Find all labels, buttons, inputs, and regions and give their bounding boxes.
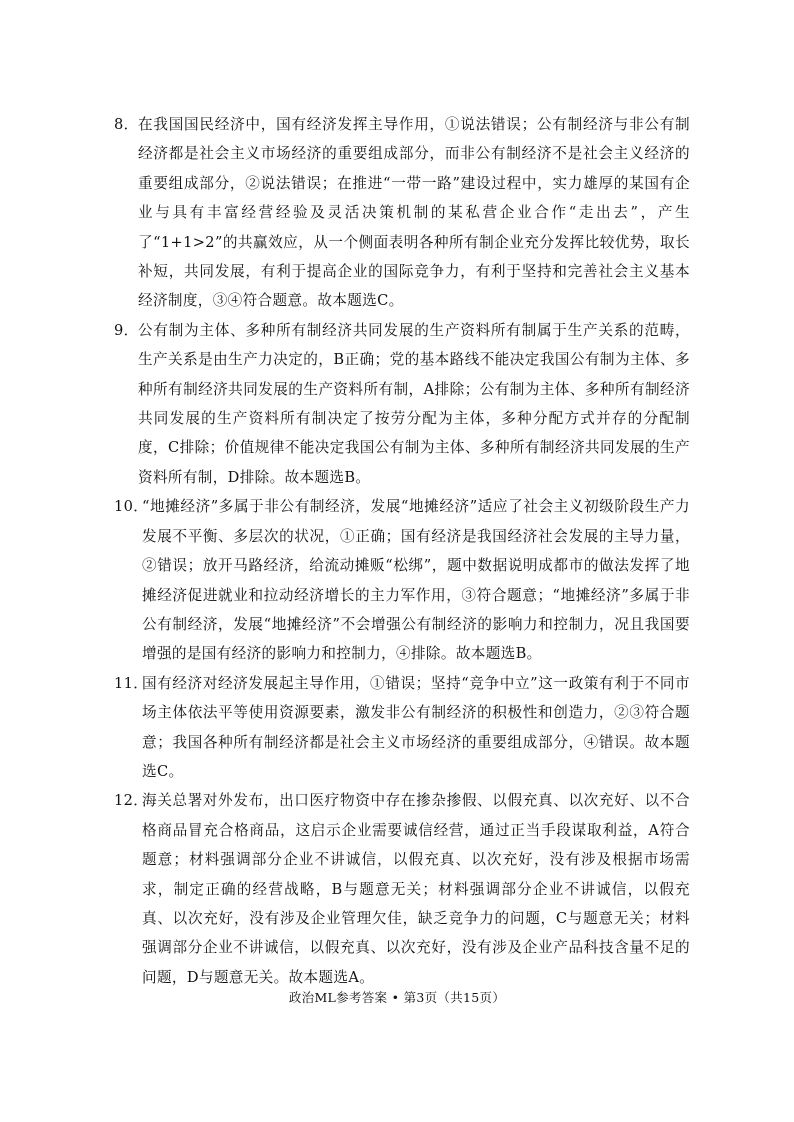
answer-item-11: [114, 669, 690, 787]
answer-text: 国有经济对经济发展起主导作用，①错误；坚持“竞争中立”这一政策有利于不同市场主体依法平等使用资源要素，激发非公有制经济的积极性和创造力，②③符合题意；我国各种所有制经济都是社会主义市场经济的重要组成部分，④错误。故本题选C。: [142, 674, 690, 780]
answer-item-8: [114, 110, 690, 316]
answer-number: 12．: [114, 792, 149, 810]
answer-text: 公有制为主体、多种所有制经济共同发展的生产资料所有制属于生产关系的范畴，生产关系是由生产力决定的，B正确；党的基本路线不能决定我国公有制为主体、多种所有制经济共同发展的生产资料所有制，A排除；公有制为主体、多种所有制经济共同发展的生产资料所有制决定了按劳分配为主体，多种分配方式并存的分配制度，C排除；价值规律不能决定我国公有制为主体、多种所有制经济共同发展的生产资料所有制，D排除。故本题选B。: [138, 321, 690, 486]
answer-number: 11．: [114, 674, 149, 692]
answer-item-12: [114, 786, 690, 992]
answer-text: 海关总署对外发布，出口医疗物资中存在掺杂掺假、以假充真、以次充好、以不合格商品冒充合格商品，这启示企业需要诚信经营，通过正当手段谋取利益，A符合题意；材料强调部分企业不讲诚信，以假充真、以次充好，没有涉及根据市场需求，制定正确的经营战略，B与题意无关；材料强调部分企业不讲诚信，以假充真、以次充好，没有涉及企业管理欠佳，缺乏竞争力的问题，C与题意无关；材料强调部分企业不讲诚信，以假充真、以次充好，没有涉及企业产品科技含量不足的问题，D与题意无关。故本题选A。: [142, 792, 690, 986]
answer-item-10: [114, 492, 690, 668]
answer-text: “地摊经济”多属于非公有制经济，发展“地摊经济”适应了社会主义初级阶段生产力发展不平衡、多层次的状况，①正确；国有经济是我国经济社会发展的主导力量，②错误；放开马路经济，给流动摊贩“松绑”，题中数据说明成都市的做法发挥了地摊经济促进就业和拉动经济增长的主力军作用，③符合题意；“地摊经济”多属于非公有制经济，发展“地摊经济”不会增强公有制经济的影响力和控制力，况且我国要增强的是国有经济的影响力和控制力，④排除。故本题选B。: [142, 498, 690, 663]
answer-list: [114, 110, 690, 992]
page-footer: 政治ML参考答案 • 第3页（共15页）: [288, 990, 506, 1005]
answer-number: 9．: [114, 321, 139, 339]
answer-item-9: [114, 316, 690, 492]
answer-number: 10．: [114, 498, 149, 516]
answer-text: 在我国国民经济中，国有经济发挥主导作用，①说法错误；公有制经济与非公有制经济都是社会主义市场经济的重要组成部分，而非公有制经济不是社会主义经济的重要组成部分，②说法错误；在推进“一带一路”建设过程中，实力雄厚的某国有企业与具有丰富经营经验及灵活决策机制的某私营企业合作“走出去”，产生了“1+1>2”的共赢效应，从一个侧面表明各种所有制企业充分发挥比较优势，取长补短，共同发展，有利于提高企业的国际竞争力，有利于坚持和完善社会主义基本经济制度，③④符合题意。故本题选C。: [138, 116, 690, 310]
answer-number: 8．: [114, 116, 139, 133]
